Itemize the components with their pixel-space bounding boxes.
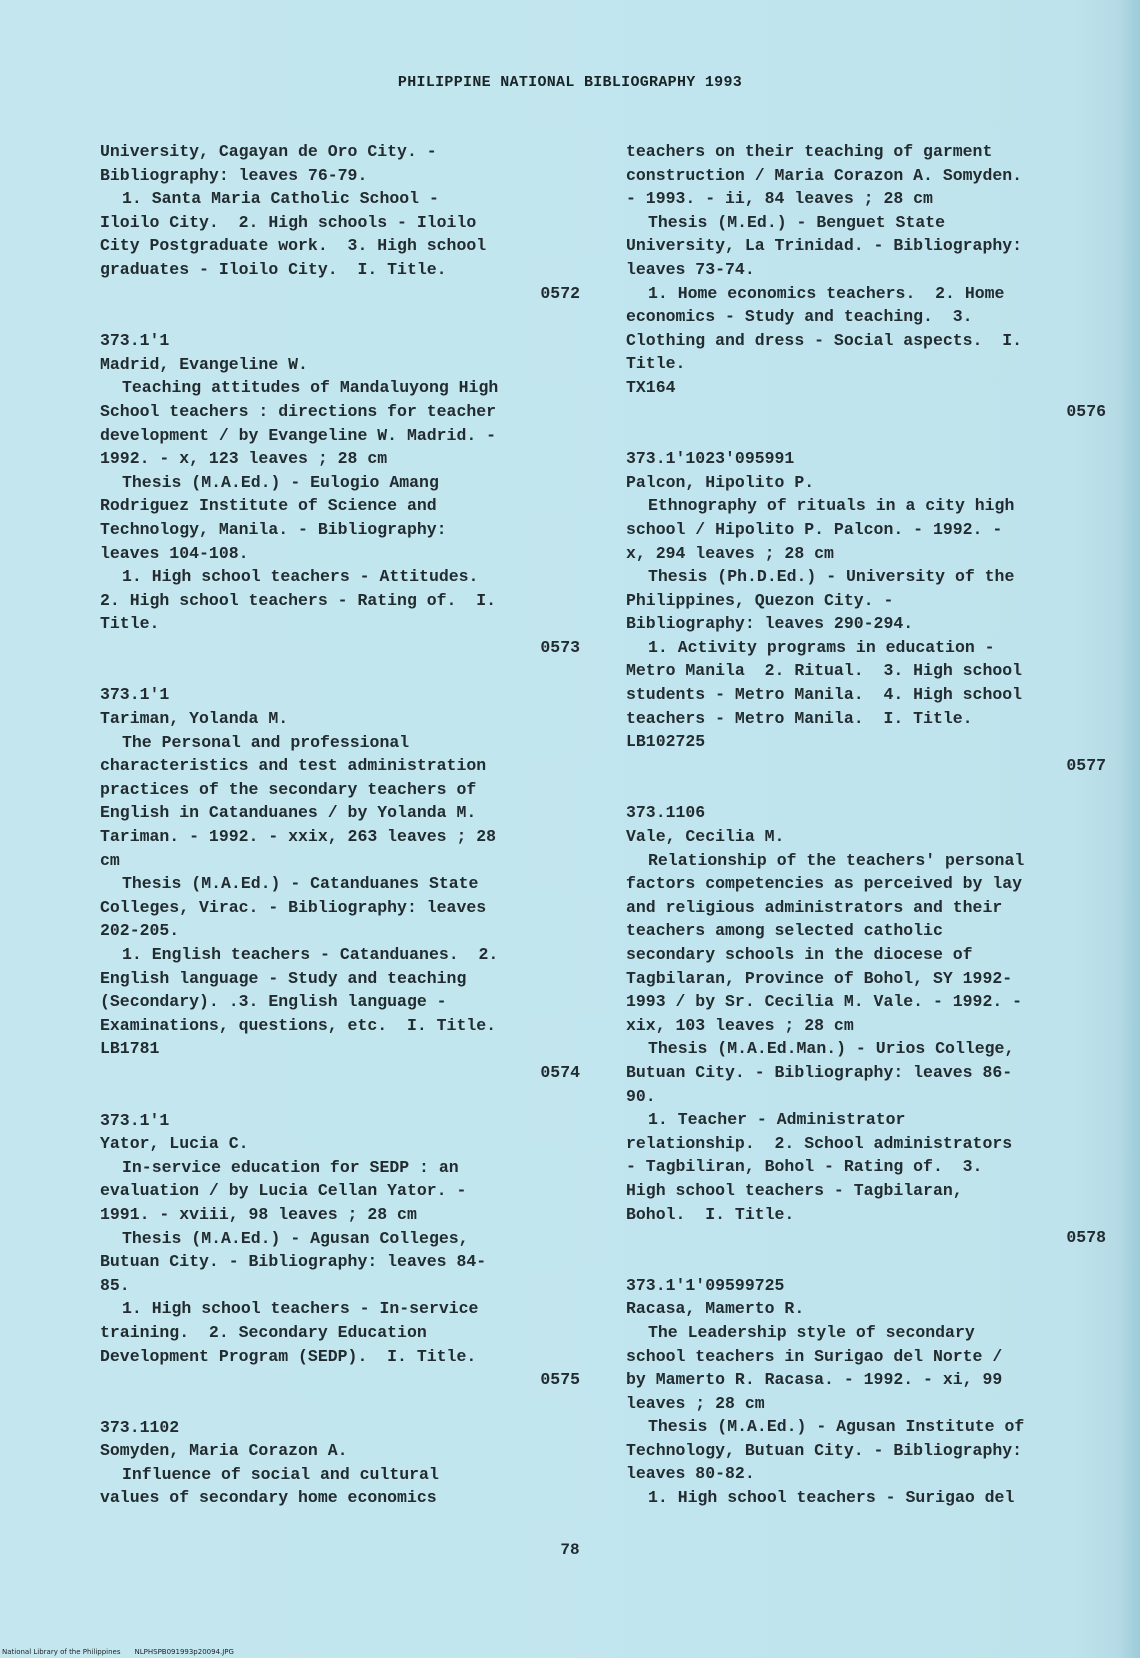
entry-line: economics - Study and teaching. 3. [626, 307, 973, 327]
entry-line: Yator, Lucia C. [100, 1134, 249, 1154]
entry-line: Technology, Butuan City. - Bibliography: [626, 1440, 1023, 1460]
entry-line: school / Hipolito P. Palcon. - 1992. - [626, 519, 1003, 539]
entry-line: and religious administrators and their [626, 897, 1003, 917]
entry-line: Metro Manila 2. Ritual. 3. High school [626, 661, 1023, 681]
entry-line: Technology, Manila. - Bibliography: [100, 519, 447, 539]
entry-line: 373.1'1'09599725 [626, 1275, 785, 1295]
entry-line: 1. Home economics teachers. 2. Home [648, 283, 1005, 303]
entry-line: 1. Teacher - Administrator [648, 1110, 906, 1130]
entry-line: 373.1'1023'095991 [626, 449, 795, 469]
entry-line: relationship. 2. School administrators [626, 1133, 1013, 1153]
entry-line: English language - Study and teaching [100, 968, 467, 988]
entry-line: Bibliography: leaves 76-79. [100, 165, 368, 185]
entry-line: TX164 [626, 377, 676, 397]
entry-line: construction / Maria Corazon A. Somyden. [626, 165, 1023, 185]
entry-line: Thesis (M.Ed.) - Benguet State [648, 212, 946, 232]
entry-line: 373.1'1 [100, 685, 170, 705]
entry-line: Colleges, Virac. - Bibliography: leaves [100, 897, 487, 917]
entry-line: Vale, Cecilia M. [626, 827, 785, 847]
entry-number: 0575 [540, 1370, 580, 1390]
entry-line: 1. High school teachers - Attitudes. [122, 567, 479, 587]
entry-line: teachers - Metro Manila. I. Title. [626, 708, 973, 728]
entry-line: 1. Activity programs in education - [648, 637, 995, 657]
entry-line: 373.1'1 [100, 331, 170, 351]
entry-line: Clothing and dress - Social aspects. I. [626, 330, 1023, 350]
entry-line: evaluation / by Lucia Cellan Yator. - [100, 1181, 467, 1201]
entry-separator [100, 659, 580, 683]
entry-line: In-service education for SEDP : an [122, 1157, 459, 1177]
scan-footer [2, 1648, 248, 1656]
entry-line: LB1781 [100, 1039, 160, 1059]
entry-line: Iloilo City. 2. High schools - Iloilo [100, 212, 477, 232]
entry-line: Relationship of the teachers' personal [648, 850, 1025, 870]
entry-line: Title. [100, 614, 160, 634]
entry-separator [100, 305, 580, 329]
entry-line: leaves 73-74. [626, 259, 755, 279]
entry-line: Ethnography of rituals in a city high [648, 496, 1015, 516]
entry-line: teachers on their teaching of garment [626, 142, 993, 161]
entry-line: practices of the secondary teachers of [100, 779, 477, 799]
entry-line: Tariman, Yolanda M. [100, 709, 289, 729]
entry-line: 1992. - x, 123 leaves ; 28 cm [100, 449, 388, 469]
entry-line: School teachers : directions for teacher [100, 401, 497, 421]
page-number: 78 [560, 1541, 580, 1559]
entry-line: Somyden, Maria Corazon A. [100, 1441, 348, 1461]
entry-line: 373.1'1 [100, 1110, 170, 1130]
entry-line: Title. [626, 354, 686, 374]
entry-line: Madrid, Evangeline W. [100, 354, 308, 374]
page-header: PHILIPPINE NATIONAL BIBLIOGRAPHY 1993 [397, 74, 743, 91]
entry-separator [626, 1250, 1106, 1274]
entry-separator [626, 423, 1106, 447]
entry-line: 1. High school teachers - In-service [122, 1299, 479, 1319]
entry-line: xix, 103 leaves ; 28 cm [626, 1015, 854, 1035]
entry-line: LB102725 [626, 732, 706, 752]
entry-line: - 1993. - ii, 84 leaves ; 28 cm [626, 189, 933, 209]
entry-line: 1991. - xviii, 98 leaves ; 28 cm [100, 1204, 417, 1224]
entry-line: development / by Evangeline W. Madrid. - [100, 425, 497, 445]
entry-line: Influence of social and cultural [122, 1464, 439, 1484]
entry-line: The Leadership style of secondary [648, 1322, 975, 1342]
entry-number: 0578 [1066, 1228, 1106, 1248]
entry-line: Tariman. - 1992. - xxix, 263 leaves ; 28 [100, 827, 497, 847]
entry-line: cm [100, 850, 120, 870]
entry-line: Butuan City. - Bibliography: leaves 86- [626, 1062, 1013, 1082]
entry-line: 85. [100, 1275, 130, 1295]
entry-line: 1. High school teachers - Surigao del [648, 1488, 1015, 1508]
entry-line: graduates - Iloilo City. I. Title. [100, 259, 447, 279]
entry-number: 0572 [540, 283, 580, 303]
entry-line: 90. [626, 1086, 656, 1106]
entry-line: teachers among selected catholic [626, 921, 943, 941]
entry-line: City Postgraduate work. 3. High school [100, 236, 487, 256]
entry-separator [626, 777, 1106, 801]
entry-line: by Mamerto R. Racasa. - 1992. - xi, 99 [626, 1370, 1003, 1390]
right-column [626, 140, 1106, 1510]
entry-line: Thesis (M.A.Ed.Man.) - Urios College, [648, 1039, 1015, 1059]
entry-line: Teaching attitudes of Mandaluyong High [122, 378, 499, 398]
entry-line: 2. High school teachers - Rating of. I. [100, 590, 497, 610]
entry-line: 373.1106 [626, 803, 706, 823]
entry-line: Thesis (Ph.D.Ed.) - University of the [648, 567, 1015, 587]
entry-line: Bibliography: leaves 290-294. [626, 614, 914, 634]
entry-line: Philippines, Quezon City. - [626, 590, 894, 610]
entry-line: Butuan City. - Bibliography: leaves 84- [100, 1252, 487, 1272]
entry-line: University, Cagayan de Oro City. - [100, 142, 437, 161]
entry-line: Thesis (M.A.Ed.) - Agusan Institute of [648, 1417, 1025, 1437]
entry-line: 202-205. [100, 921, 180, 941]
entry-line: 373.1102 [100, 1417, 180, 1437]
entry-line: Development Program (SEDP). I. Title. [100, 1346, 477, 1366]
entry-line: training. 2. Secondary Education [100, 1322, 427, 1342]
entry-line: leaves 80-82. [626, 1464, 755, 1484]
entry-line: The Personal and professional [122, 732, 410, 752]
entry-line: (Secondary). .3. English language - [100, 992, 447, 1012]
entry-line: leaves ; 28 cm [626, 1393, 765, 1413]
entry-separator [100, 1085, 580, 1109]
entry-number: 0576 [1066, 401, 1106, 421]
left-column [100, 140, 580, 1510]
entry-line: 1. Santa Maria Catholic School - [122, 189, 439, 209]
entry-line: Examinations, questions, etc. I. Title. [100, 1015, 497, 1035]
entry-line: Thesis (M.A.Ed.) - Catanduanes State [122, 874, 479, 894]
entry-line: Tagbilaran, Province of Bohol, SY 1992- [626, 968, 1013, 988]
entry-line: High school teachers - Tagbilaran, [626, 1180, 963, 1200]
entry-line: Racasa, Mamerto R. [626, 1299, 805, 1319]
entry-line: characteristics and test administration [100, 756, 487, 776]
entry-line: Bohol. I. Title. [626, 1204, 795, 1224]
entry-line: values of secondary home economics [100, 1488, 437, 1508]
entry-line: English in Catanduanes / by Yolanda M. [100, 803, 477, 823]
entry-line: Palcon, Hipolito P. [626, 472, 815, 492]
entry-line: school teachers in Surigao del Norte / [626, 1346, 1003, 1366]
entry-line: factors competencies as perceived by lay [626, 874, 1023, 894]
footer-library: National Library of the Philippines [2, 1648, 121, 1656]
entry-line: Rodriguez Institute of Science and [100, 496, 437, 516]
entry-line: 1993 / by Sr. Cecilia M. Vale. - 1992. - [626, 992, 1023, 1012]
entry-line: Thesis (M.A.Ed.) - Eulogio Amang [122, 472, 439, 492]
entry-line: Thesis (M.A.Ed.) - Agusan Colleges, [122, 1228, 469, 1248]
entry-line: University, La Trinidad. - Bibliography: [626, 236, 1023, 256]
entry-line: x, 294 leaves ; 28 cm [626, 543, 834, 563]
entry-line: - Tagbiliran, Bohol - Rating of. 3. [626, 1157, 983, 1177]
footer-file: NLPHSPB091993p20094.JPG [134, 1648, 234, 1656]
entry-number: 0573 [540, 637, 580, 657]
entry-line: leaves 104-108. [100, 543, 249, 563]
entry-number: 0577 [1066, 755, 1106, 775]
entry-line: secondary schools in the diocese of [626, 945, 973, 964]
entry-number: 0574 [540, 1062, 580, 1082]
entry-line: students - Metro Manila. 4. High school [626, 685, 1023, 705]
entry-separator [100, 1392, 580, 1416]
entry-line: 1. English teachers - Catanduanes. 2. [122, 945, 499, 964]
